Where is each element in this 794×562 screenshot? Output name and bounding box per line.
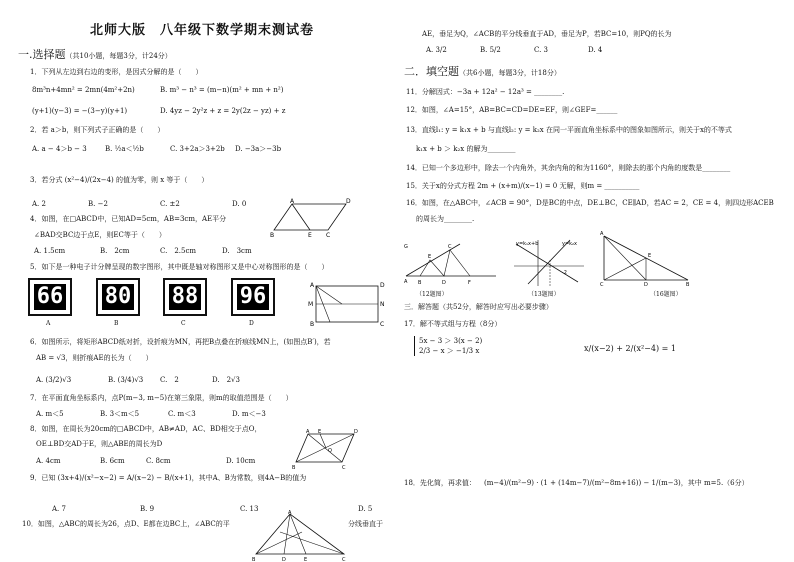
q6-option-c: C. 2 bbox=[160, 376, 179, 384]
svg-text:B: B bbox=[310, 321, 315, 328]
svg-text:E: E bbox=[428, 254, 432, 260]
q6-stem-2: AB = √3，则折痕AE的长为（ ） bbox=[36, 354, 153, 362]
svg-text:D: D bbox=[380, 282, 385, 289]
q3-stem: 3．若分式 (x²−4)/(2x−4) 的值为零，则 x 等于（ ） bbox=[30, 176, 209, 184]
q12-figure-caption: （12题图） bbox=[416, 291, 448, 298]
q7-option-b: B. 3＜m＜5 bbox=[100, 410, 140, 418]
q3-option-c: C. ±2 bbox=[160, 200, 180, 208]
svg-text:A: A bbox=[306, 429, 310, 435]
q17-inequality-2: 2/3 − x ＞ −1/3 x bbox=[419, 347, 480, 355]
q7-option-a: A. m＜5 bbox=[36, 410, 64, 418]
svg-text:C: C bbox=[326, 232, 331, 238]
svg-text:E: E bbox=[304, 557, 308, 562]
q1-stem: 1．下列从左边到右边的变形，是因式分解的是（ ） bbox=[30, 68, 203, 76]
q18-expression: (m−4)/(m²−9) · (1 + (14m−7)/(m²−8m+16)) − 1/(m−3)，其中 m=5.（6分） bbox=[484, 479, 749, 487]
svg-text:C: C bbox=[600, 282, 604, 288]
q3-option-b: B. −2 bbox=[88, 200, 108, 208]
q13-line-graph-figure bbox=[508, 236, 588, 290]
svg-text:-2: -2 bbox=[562, 270, 567, 276]
q9-option-b: B. 9 bbox=[140, 505, 155, 513]
svg-text:y=k₁x+b: y=k₁x+b bbox=[516, 241, 539, 247]
q1-option-d: D. 4yz − 2y²z + z = 2y(2z − yz) + z bbox=[160, 107, 286, 115]
svg-text:A: A bbox=[310, 282, 315, 289]
svg-text:D: D bbox=[282, 557, 286, 562]
q6-rectangle-fold-figure bbox=[306, 280, 390, 328]
q9-option-c: C. 13 bbox=[240, 505, 259, 513]
q8-option-d: D. 10cm bbox=[226, 457, 256, 465]
q4-option-c: C. 2.5cm bbox=[160, 247, 197, 255]
q5-digit-card-a: 66 bbox=[28, 278, 72, 316]
q8-parallelogram-figure bbox=[290, 428, 360, 470]
q5-label-b: B bbox=[114, 320, 119, 327]
q16-quadrilateral-figure bbox=[598, 230, 694, 288]
q16-figure-caption: （16题图） bbox=[650, 291, 682, 298]
q5-label-d: D bbox=[249, 320, 254, 327]
q17-inequality-system bbox=[414, 336, 482, 356]
q5-label-a: A bbox=[46, 320, 51, 327]
svg-text:B: B bbox=[292, 465, 296, 470]
svg-text:A: A bbox=[404, 279, 408, 285]
section-1-note: （共10小题，每题3分，计24分） bbox=[65, 52, 172, 60]
q13-figure-caption: （13题图） bbox=[528, 291, 560, 298]
q6-option-a: A. (3/2)√3 bbox=[36, 376, 72, 384]
svg-text:C: C bbox=[342, 557, 346, 562]
svg-text:D: D bbox=[354, 429, 358, 435]
svg-text:D: D bbox=[644, 282, 648, 288]
section-2-title: 二．填空题 bbox=[404, 65, 459, 78]
q12-zigzag-figure bbox=[400, 236, 500, 290]
page-title: 北师大版 八年级下数学期末测试卷 bbox=[90, 23, 315, 38]
q14-text: 14．已知一个多边形中，除去一个内角外，其余内角的和为1160°，则除去的那个内角的度数是________ bbox=[406, 164, 731, 172]
q4-option-b: B. 2cm bbox=[100, 247, 130, 255]
q15-text: 15．关于x的分式方程 2m + (x+m)/(x−1) = 0 无解，则m = __________ bbox=[406, 182, 640, 190]
svg-text:C: C bbox=[380, 321, 385, 328]
q17-inequality-1: 5x − 3 ＞ 3(x − 2) bbox=[419, 337, 483, 345]
section-3-title: 三．解答题（共52分，解答时应写出必要步骤） bbox=[404, 303, 553, 311]
section-1-header bbox=[18, 50, 172, 61]
svg-text:O: O bbox=[328, 448, 332, 454]
q9-option-a: A. 7 bbox=[52, 505, 66, 513]
svg-text:B: B bbox=[252, 557, 256, 562]
q10-option-c: C. 3 bbox=[534, 46, 549, 54]
q10-stem: 10．如图，△ABC的周长为26，点D、E都在边BC上，∠ABC的平 bbox=[22, 520, 230, 528]
q10-option-a: A. 3/2 bbox=[426, 46, 447, 54]
q10-option-b: B. 5/2 bbox=[480, 46, 501, 54]
svg-text:B: B bbox=[686, 282, 690, 288]
section-2-header bbox=[404, 67, 561, 78]
svg-text:D: D bbox=[346, 198, 351, 205]
q12-text: 12．如图，∠A=15°，AB=BC=CD=DE=EF，则∠GEF=______ bbox=[406, 106, 618, 114]
q16-text-2: 的周长为________. bbox=[416, 215, 475, 223]
q8-option-b: B. 6cm bbox=[100, 457, 125, 465]
q10-option-d: D. 4 bbox=[588, 46, 603, 54]
svg-text:C: C bbox=[342, 465, 346, 470]
q7-stem: 7．在平面直角坐标系内，点P(m−3, m−5)在第三象限，则m的取值范围是（ ） bbox=[30, 394, 293, 402]
q4-parallelogram-figure bbox=[266, 196, 356, 238]
svg-text:E: E bbox=[318, 429, 322, 435]
svg-text:A: A bbox=[290, 198, 295, 205]
svg-text:y=k₂x: y=k₂x bbox=[562, 241, 578, 247]
q6-stem: 6．如图所示，将矩形ABCD纸对折，设折痕为MN，再把B点叠在折痕线MN上，(如图点B′)，若 bbox=[30, 338, 331, 346]
q2-stem: 2．若 a＞b，则下列式子正确的是（ ） bbox=[30, 126, 165, 134]
q3-option-d: D. 0 bbox=[232, 200, 247, 208]
svg-text:G: G bbox=[404, 244, 408, 250]
q9-stem: 9．已知 (3x+4)/(x²−x−2) = A/(x−2) − B/(x+1)，其中A、B为常数，则4A−B的值为 bbox=[30, 474, 307, 482]
q1-option-a: 8m³n+4mn² = 2mn(4m²+2n) bbox=[32, 86, 135, 94]
q8-option-a: A. 4cm bbox=[36, 457, 61, 465]
q10-triangle-figure bbox=[250, 510, 350, 562]
q18-stem: 18．先化简，再求值： bbox=[404, 479, 476, 487]
q8-stem: 8．如图，在周长为20cm的□ABCD中，AB≠AD，AC、BD相交于点O， bbox=[30, 425, 262, 433]
q9-option-d: D. 5 bbox=[358, 505, 373, 513]
q6-option-d: D. 2√3 bbox=[212, 376, 240, 384]
q2-option-b: B. ½a＜½b bbox=[105, 145, 144, 153]
svg-text:E: E bbox=[648, 253, 652, 259]
q2-option-d: D. −3a＞−3b bbox=[235, 145, 282, 153]
q5-label-c: C bbox=[181, 320, 186, 327]
q2-option-c: C. 3+2a＞3+2b bbox=[170, 145, 225, 153]
q7-option-d: D. m＜−3 bbox=[232, 410, 266, 418]
q17-stem: 17．解不等式组与方程（8分） bbox=[404, 320, 502, 328]
q11-text: 11．分解因式：−3a + 12a² − 12a³ = ________. bbox=[406, 88, 565, 96]
q1-option-c: (y+1)(y−3) = −(3−y)(y+1) bbox=[32, 107, 128, 115]
section-1-title: 一.选择题 bbox=[18, 48, 66, 61]
q6-option-b: B. (3/4)√3 bbox=[108, 376, 144, 384]
q8-stem-2: OE⊥BD交AD于E，则△ABE的周长为D bbox=[36, 440, 163, 448]
q13-text: 13．直线l₁: y = k₁x + b 与直线l₂: y = k₂x 在同一平面直角坐标系中的图象如图所示，则关于x的不等式 bbox=[406, 126, 732, 134]
svg-text:B: B bbox=[418, 280, 422, 286]
svg-text:B: B bbox=[270, 232, 275, 238]
q17-equation: x/(x−2) + 2/(x²−4) = 1 bbox=[584, 344, 676, 353]
q5-stem: 5．如下是一种电子计分牌呈现的数字图形，其中既是轴对称图形又是中心对称图形的是（ ） bbox=[30, 263, 329, 271]
svg-text:E: E bbox=[308, 232, 312, 238]
q8-option-c: C. 8cm bbox=[146, 457, 171, 465]
q7-option-c: C. m＜3 bbox=[168, 410, 196, 418]
svg-text:A: A bbox=[288, 510, 292, 516]
q10-continued: AE，垂足为Q，∠ACB的平分线垂直于AD，垂足为P，若BC=10，则PQ的长为 bbox=[422, 30, 672, 38]
q13-text-2: k₁x + b ＞ k₂x 的解为________ bbox=[416, 145, 516, 153]
q1-option-b: B. m³ − n³ = (m−n)(m² + mn + n²) bbox=[160, 86, 284, 94]
svg-text:N: N bbox=[380, 301, 385, 308]
q3-option-a: A. 2 bbox=[32, 200, 46, 208]
q5-digit-card-b: 80 bbox=[96, 278, 140, 316]
q4-option-a: A. 1.5cm bbox=[34, 247, 66, 255]
svg-text:D: D bbox=[442, 280, 446, 286]
q2-option-a: A. a − 4＞b − 3 bbox=[32, 145, 87, 153]
q5-digit-card-d: 96 bbox=[231, 278, 275, 316]
q4-stem: 4．如图，在□ABCD中，已知AD=5cm，AB=3cm，AE平分 bbox=[30, 215, 227, 223]
svg-text:A: A bbox=[600, 231, 604, 237]
q16-text: 16．如图，在△ABC中，∠ACB = 90°，D是BC的中点，DE⊥BC，CE∥AD，若AC = 2，CE = 4，则四边形ACEB bbox=[406, 199, 774, 207]
q4-option-d: D. 3cm bbox=[222, 247, 252, 255]
q5-digit-card-c: 88 bbox=[163, 278, 207, 316]
section-2-note: （共6小题，每题3分，计18分） bbox=[459, 69, 561, 77]
svg-text:M: M bbox=[308, 301, 314, 308]
svg-text:C: C bbox=[448, 244, 452, 250]
q10-stem-right: 分线垂直于 bbox=[348, 520, 383, 528]
svg-text:F: F bbox=[468, 280, 471, 286]
q4-stem-2: ∠BAD交BC边于点E，则EC等于（ ） bbox=[34, 231, 166, 239]
